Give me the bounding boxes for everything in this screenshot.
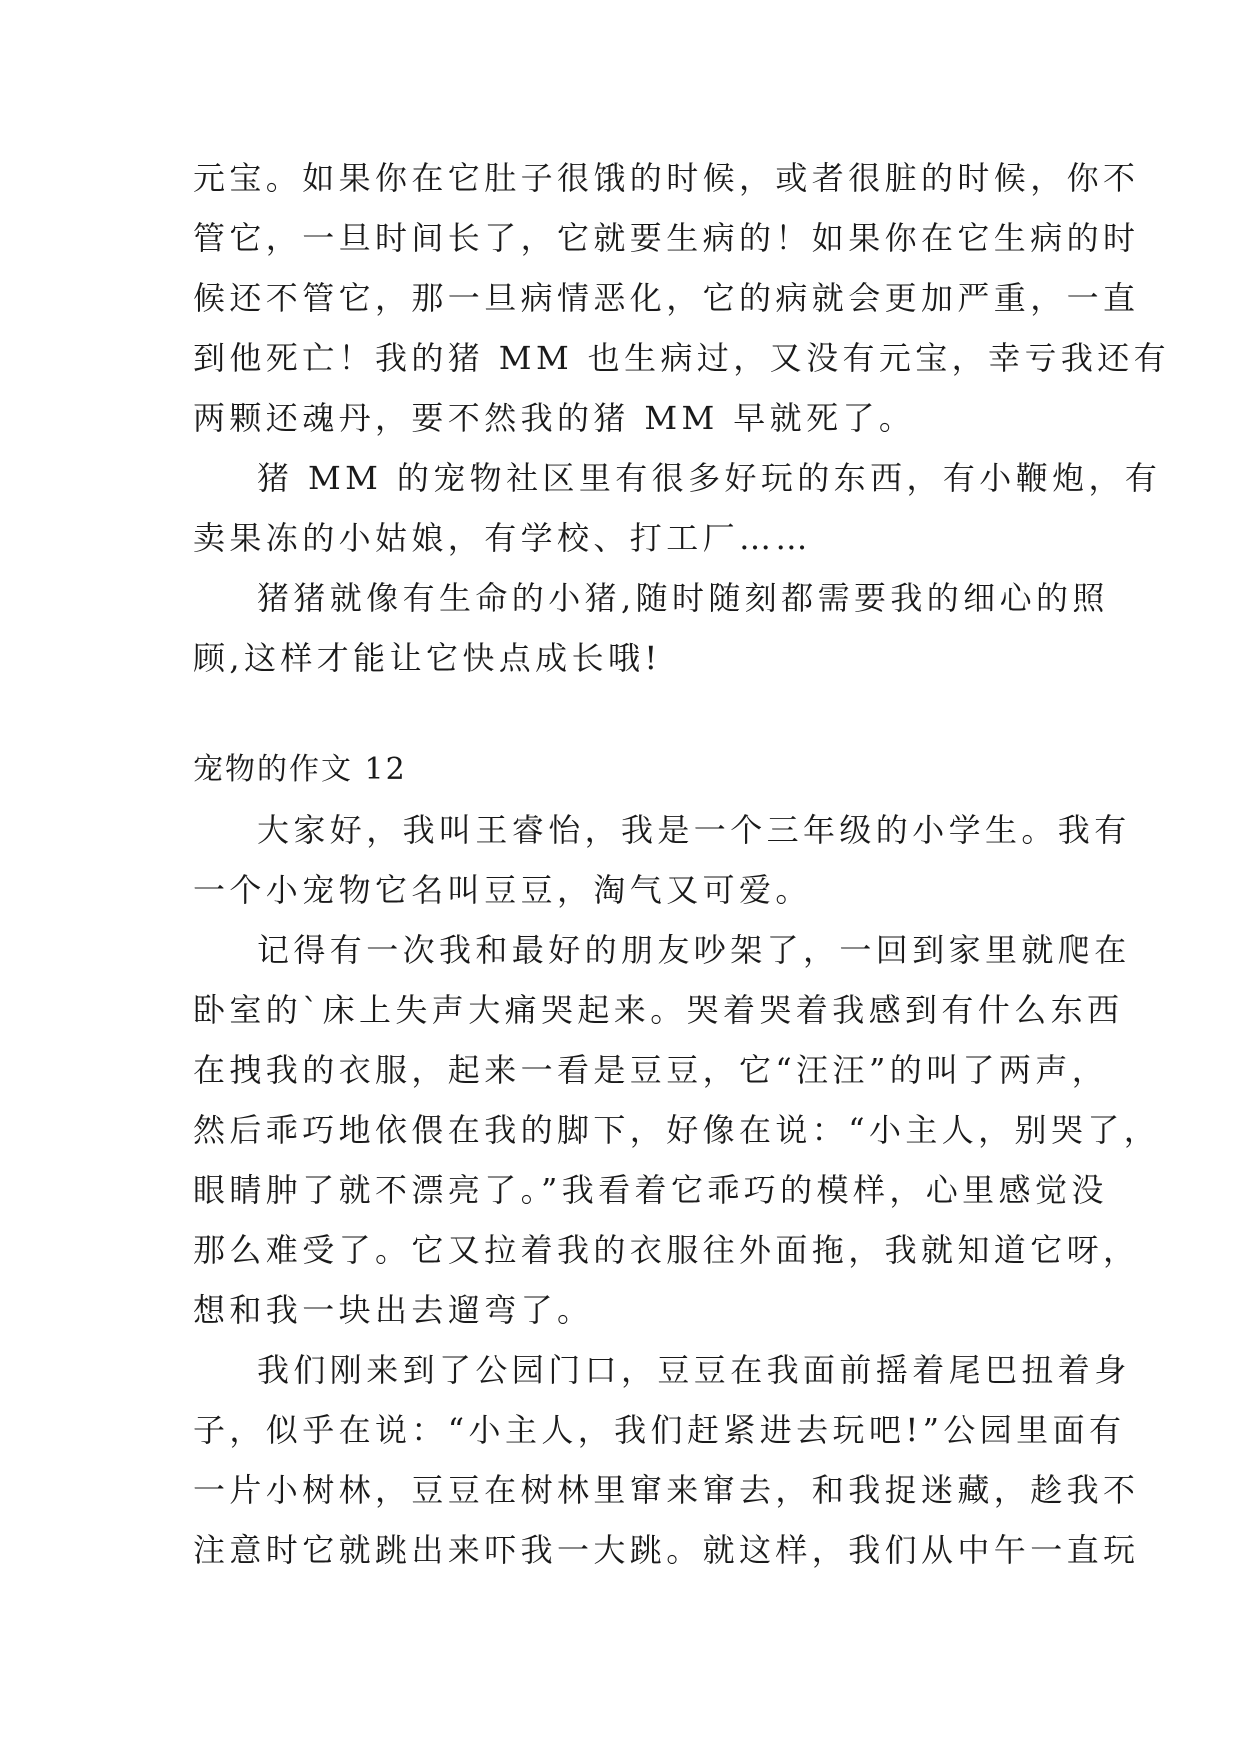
text-line: 卧室的`床上失声大痛哭起来。哭着哭着我感到有什么东西 — [193, 991, 1124, 1029]
text-line: 一片小树林，豆豆在树林里窜来窜去，和我捉迷藏，趁我不 — [193, 1471, 1140, 1509]
text-line: 子，似乎在说：“小主人，我们赶紧进去玩吧!”公园里面有 — [193, 1411, 1126, 1449]
essay-title: 宠物的作文 12 — [193, 752, 407, 787]
text-line: 眼睛肿了就不漂亮了。”我看着它乖巧的模样，心里感觉没 — [193, 1171, 1108, 1209]
essay-11-continuation — [193, 148, 1171, 688]
paragraph-first-line: 大家好，我叫王睿怡，我是一个三年级的小学生。我有 — [257, 811, 1131, 849]
section-gap — [193, 688, 1053, 740]
text-line: 那么难受了。它又拉着我的衣服往外面拖，我就知道它呀， — [193, 1231, 1140, 1269]
text-line: 卖果冻的小姑娘，有学校、打工厂…… — [193, 519, 812, 557]
text-line: 管它，一旦时间长了，它就要生病的！如果你在它生病的时 — [193, 219, 1140, 257]
text-line: 然后乖巧地依偎在我的脚下，好像在说：“小主人，别哭了， — [193, 1111, 1161, 1149]
paragraph-first-line: 猪猪就像有生命的小猪,随时随刻都需要我的细心的照 — [257, 579, 1109, 617]
text-line: 想和我一块出去遛弯了。 — [193, 1291, 594, 1329]
essay-12 — [193, 740, 1161, 1580]
document-page — [193, 148, 1171, 1580]
text-line: 顾,这样才能让它快点成长哦! — [193, 639, 662, 677]
text-line: 元宝。如果你在它肚子很饿的时候，或者很脏的时候，你不 — [193, 159, 1140, 197]
paragraph-first-line: 记得有一次我和最好的朋友吵架了，一回到家里就爬在 — [257, 931, 1131, 969]
text-line: 注意时它就跳出来吓我一大跳。就这样，我们从中午一直玩 — [193, 1531, 1140, 1569]
paragraph-first-line: 猪 MM 的宠物社区里有很多好玩的东西，有小鞭炮，有 — [257, 459, 1162, 497]
text-line: 一个小宠物它名叫豆豆，淘气又可爱。 — [193, 871, 812, 909]
text-line: 候还不管它，那一旦病情恶化，它的病就会更加严重，一直 — [193, 279, 1140, 317]
text-line: 到他死亡！我的猪 MM 也生病过，又没有元宝，幸亏我还有 — [193, 339, 1171, 377]
paragraph-first-line: 我们刚来到了公园门口，豆豆在我面前摇着尾巴扭着身 — [257, 1351, 1131, 1389]
text-line: 两颗还魂丹，要不然我的猪 MM 早就死了。 — [193, 399, 916, 437]
text-line: 在拽我的衣服，起来一看是豆豆，它“汪汪”的叫了两声， — [193, 1051, 1109, 1089]
